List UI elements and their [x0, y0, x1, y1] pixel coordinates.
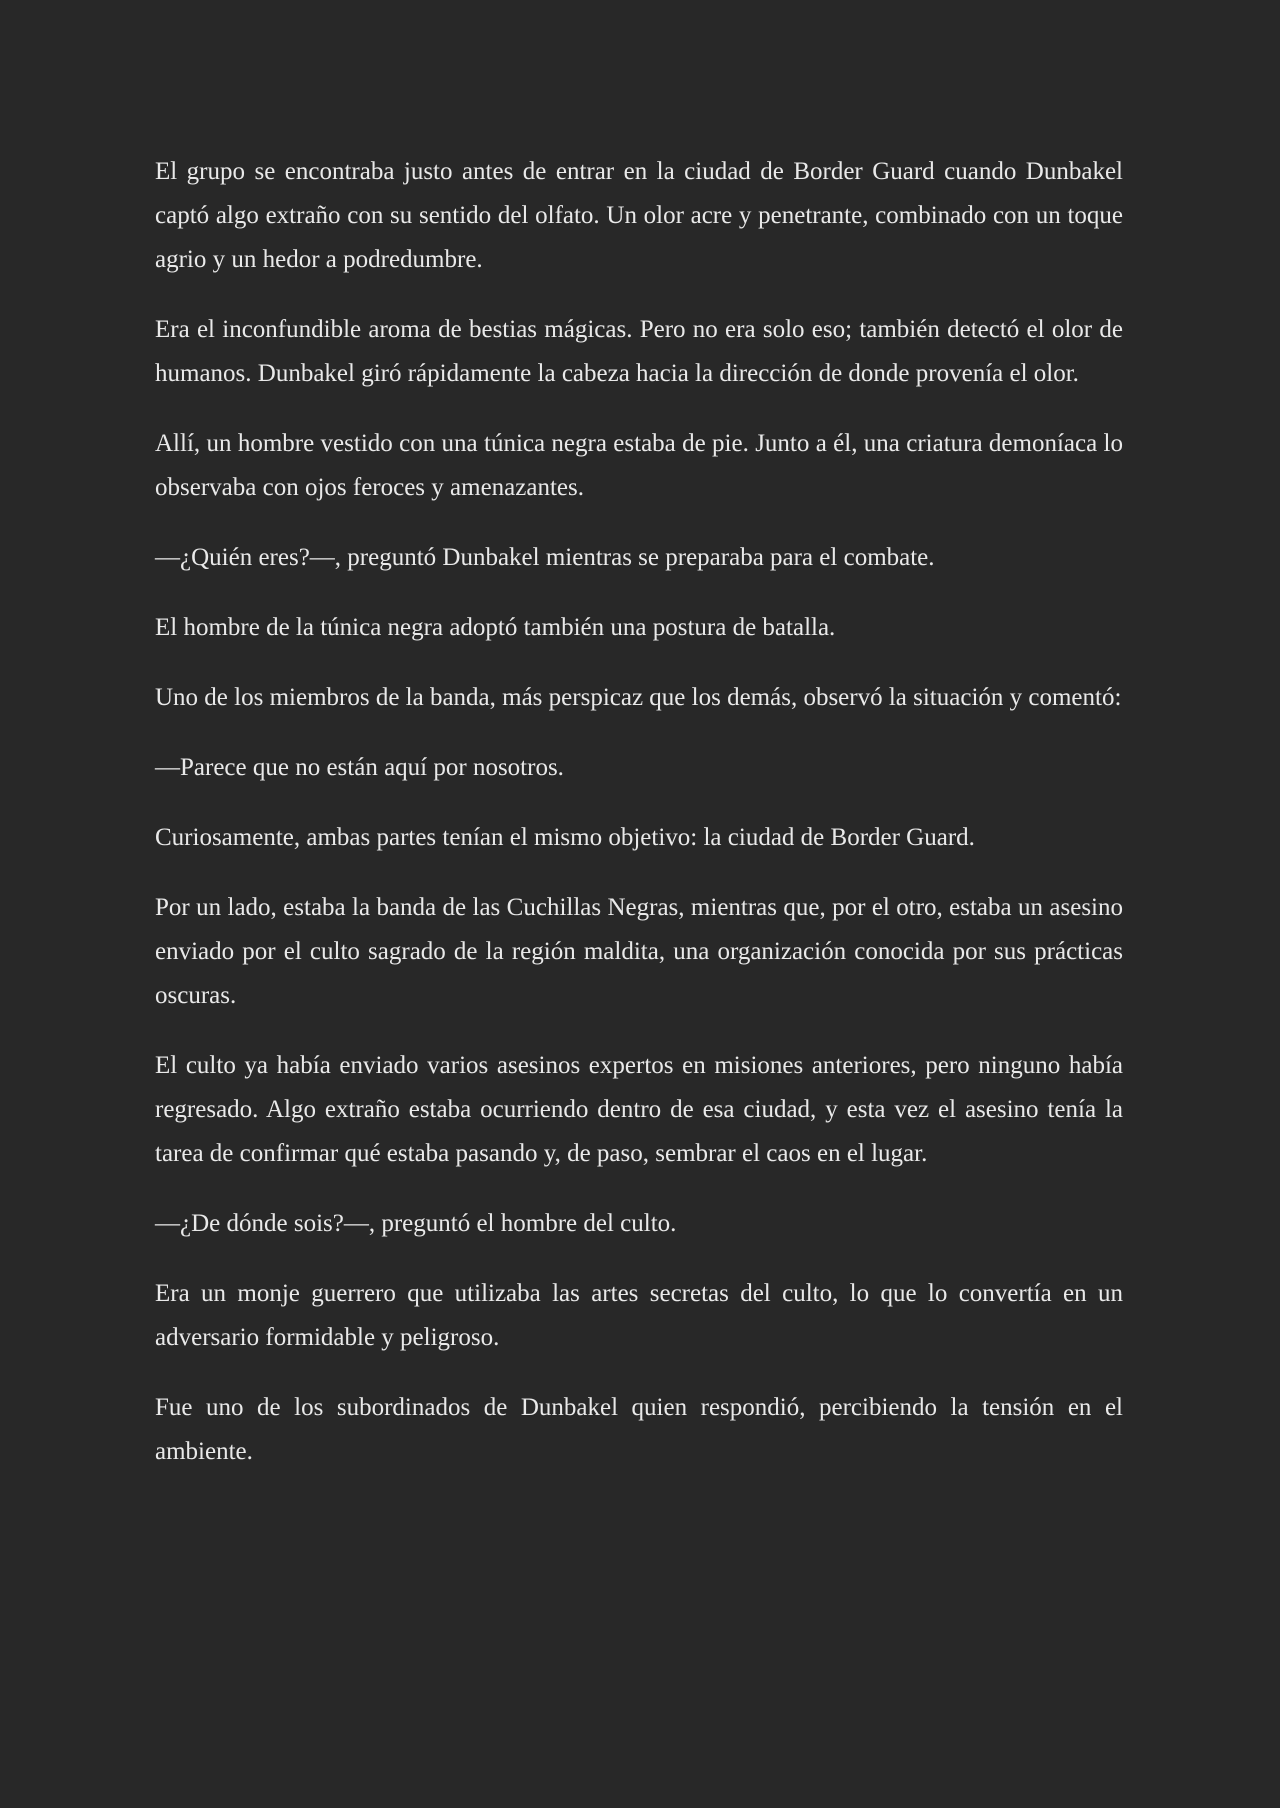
paragraph: El grupo se encontraba justo antes de entrar en la ciudad de Border Guard cuando Dunbakel captó algo extraño con su sentido del olfato. Un olor acre y penetrante, combinado con un toque agrio y un hedor a podredumbre. [155, 158, 1123, 273]
paragraph: Por un lado, estaba la banda de las Cuchillas Negras, mientras que, por el otro, estaba un asesino enviado por el culto sagrado de la región maldita, una organización conocida por sus prácticas oscuras. [155, 894, 1123, 1009]
chapter-text [155, 150, 1123, 1500]
paragraph: Uno de los miembros de la banda, más perspicaz que los demás, observó la situación y comentó: [155, 684, 1122, 711]
paragraph: Era un monje guerrero que utilizaba las artes secretas del culto, lo que lo convertía en un adversario formidable y peligroso. [155, 1280, 1123, 1351]
paragraph: Era el inconfundible aroma de bestias mágicas. Pero no era solo eso; también detectó el olor de humanos. Dunbakel giró rápidamente la cabeza hacia la dirección de donde provenía el olor. [155, 316, 1123, 387]
paragraph: —¿Quién eres?—, preguntó Dunbakel mientras se preparaba para el combate. [155, 544, 935, 571]
paragraph: —¿De dónde sois?—, preguntó el hombre del culto. [155, 1210, 677, 1237]
paragraph: El culto ya había enviado varios asesinos expertos en misiones anteriores, pero ninguno había regresado. Algo extraño estaba ocurriendo dentro de esa ciudad, y esta vez el asesino tenía la tarea de confirmar qué estaba pasando y, de paso, sembrar el caos en el lugar. [155, 1052, 1123, 1167]
paragraph: —Parece que no están aquí por nosotros. [155, 754, 564, 781]
paragraph: Fue uno de los subordinados de Dunbakel quien respondió, percibiendo la tensión en el ambiente. [155, 1394, 1123, 1465]
paragraph: Allí, un hombre vestido con una túnica negra estaba de pie. Junto a él, una criatura demoníaca lo observaba con ojos feroces y amenazantes. [155, 430, 1123, 501]
paragraph: El hombre de la túnica negra adoptó también una postura de batalla. [155, 614, 836, 641]
paragraph: Curiosamente, ambas partes tenían el mismo objetivo: la ciudad de Border Guard. [155, 824, 975, 851]
